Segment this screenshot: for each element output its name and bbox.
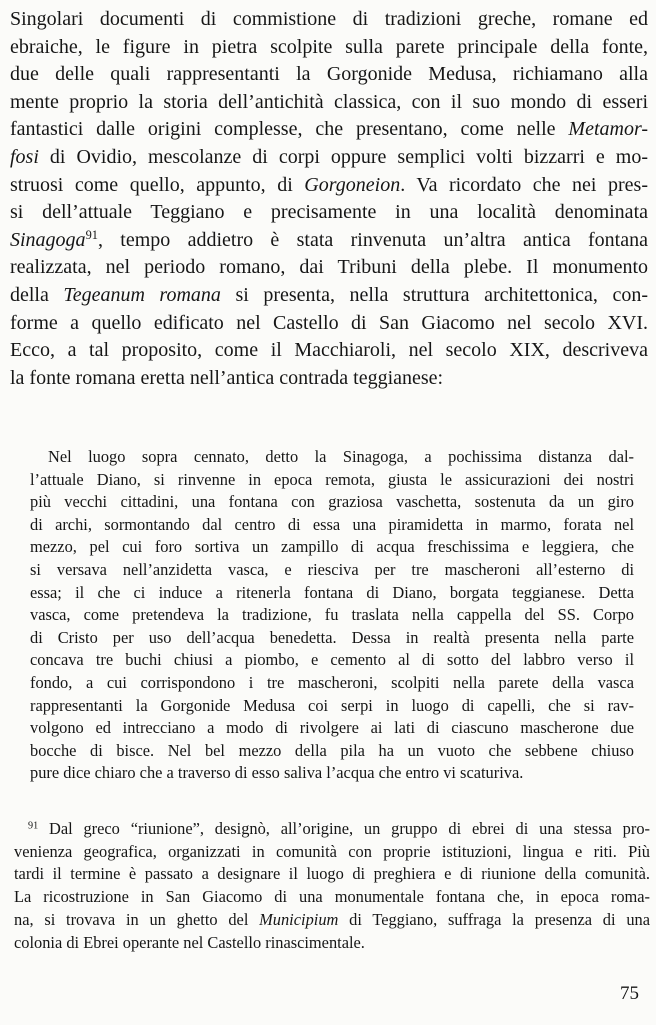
quote-line: di archi, sormontando dal centro di essa una piramidetta in marmo, forata nel [30,514,634,534]
footnote-line: venienza geografica, organizzati in comunità con proprie istituzioni, lingua e riti. Più [14,841,650,861]
quote-line: vasca, come pretendeva la tradizione, fu traslata nella cappella del SS. Corpo [30,605,634,625]
quote-line: di Cristo per uso dell’acqua benedetta. Dessa in realtà presenta nella parte [30,627,634,647]
footnote-line: La ricostruzione in San Giacomo di una monumentale fontana che, in epoca roma- [14,887,650,907]
quote-line: si versava nell’anzidetta vasca, e riesciva per tre mascheroni all’esterno di [30,559,634,579]
text-line: fosi di Ovidio, mescolanze di corpi oppure semplici volti bizzarri e mo- [10,145,648,168]
quote-line: concava tre buchi chiusi a piombo, e cemento al di sotto del labbro verso il [30,650,634,670]
footnote-ref: 91 [85,227,98,242]
quote-line: mezzo, pel cui foro sortiva un zampillo di acqua freschissima e leggiera, che [30,537,634,557]
footnote-line: tardi il termine è passato a designare il luogo di preghiera e di riunione della comunità. [14,864,650,884]
quote-line: rappresentanti la Gorgonide Medusa coi serpi in luogo di capelli, che si rav- [30,695,634,715]
text-line: si dell’attuale Teggiano e precisamente in una località denominata [10,201,648,224]
quote-line: bocche di bisce. Nel bel mezzo della pila ha un vuoto che sebbene chiuso [30,740,634,760]
quote-line: fondo, a cui corrispondono i tre mascheroni, scolpiti nella parete della vasca [30,672,634,692]
text-line: della Tegeanum romana si presenta, nella struttura architettonica, con- [10,283,648,306]
footnote-line: na, si trovava in un ghetto del Municipium di Teggiano, suffraga la presenza di una [14,909,650,929]
text-line: Sinagoga$^{91}$, tempo addietro è stata rinvenuta un’altra antica fontana [10,227,648,251]
text-line: fantastici dalle origini complesse, che presentano, come nelle Metamor- [10,118,649,141]
quote-line: essa; il che ci induce a ritenerla fontana di Diano, borgata teggianese. Detta [30,582,634,602]
text-line: ebraiche, le figure in pietra scolpite sulla parete principale della fonte, [10,35,648,58]
quote-line: volgono ed intrecciano a modo di rivolgere ai lati di ciascuno mascherone due [30,718,634,738]
quote-line: più vecchi cittadini, una fontana con graziosa vaschetta, sostenuta da un giro [30,492,634,512]
quote-line: pure dice chiaro che a traverso di esso saliva l’acqua che entro vi scaturiva. [30,763,524,783]
text-line: Singolari documenti di commistione di tradizioni greche, romane ed [10,8,648,30]
block-quote [30,446,634,785]
page-number: 75 [620,983,639,1004]
text-line: struosi come quello, appunto, di Gorgoneion. Va ricordato che nei pres- [10,173,648,196]
text-line: Ecco, a tal proposito, come il Macchiaroli, nel secolo XIX, descriveva [10,339,648,362]
footnote-line: $^{91}$ Dal greco “riunione”, designò, all’origine, un gruppo di ebrei di una stessa pro- [28,819,650,838]
text-line: la fonte romana eretta nell’antica contrada teggianese: [10,366,444,389]
text-line: forme a quello edificato nel Castello di San Giacomo nel secolo XVI. [10,311,648,334]
quote-line: Nel luogo sopra cennato, detto la Sinagoga, a pochissima distanza dal- [48,447,634,466]
text-line: mente proprio la storia dell’antichità classica, con il suo mondo di esseri [10,90,648,113]
footnote-line: colonia di Ebrei operante nel Castello rinascimentale. [14,932,365,952]
text-line: realizzata, nel periodo romano, dai Tribuni della plebe. Il monumento [10,256,648,279]
footnote-number: 91 [28,820,39,832]
body-text [10,6,648,392]
footnote [14,818,650,954]
text-line: due delle quali rappresentanti la Gorgonide Medusa, richiamano alla [10,63,648,86]
quote-line: l’attuale Diano, si rinvenne in epoca remota, giusta le assicurazioni dei nostri [30,469,634,489]
